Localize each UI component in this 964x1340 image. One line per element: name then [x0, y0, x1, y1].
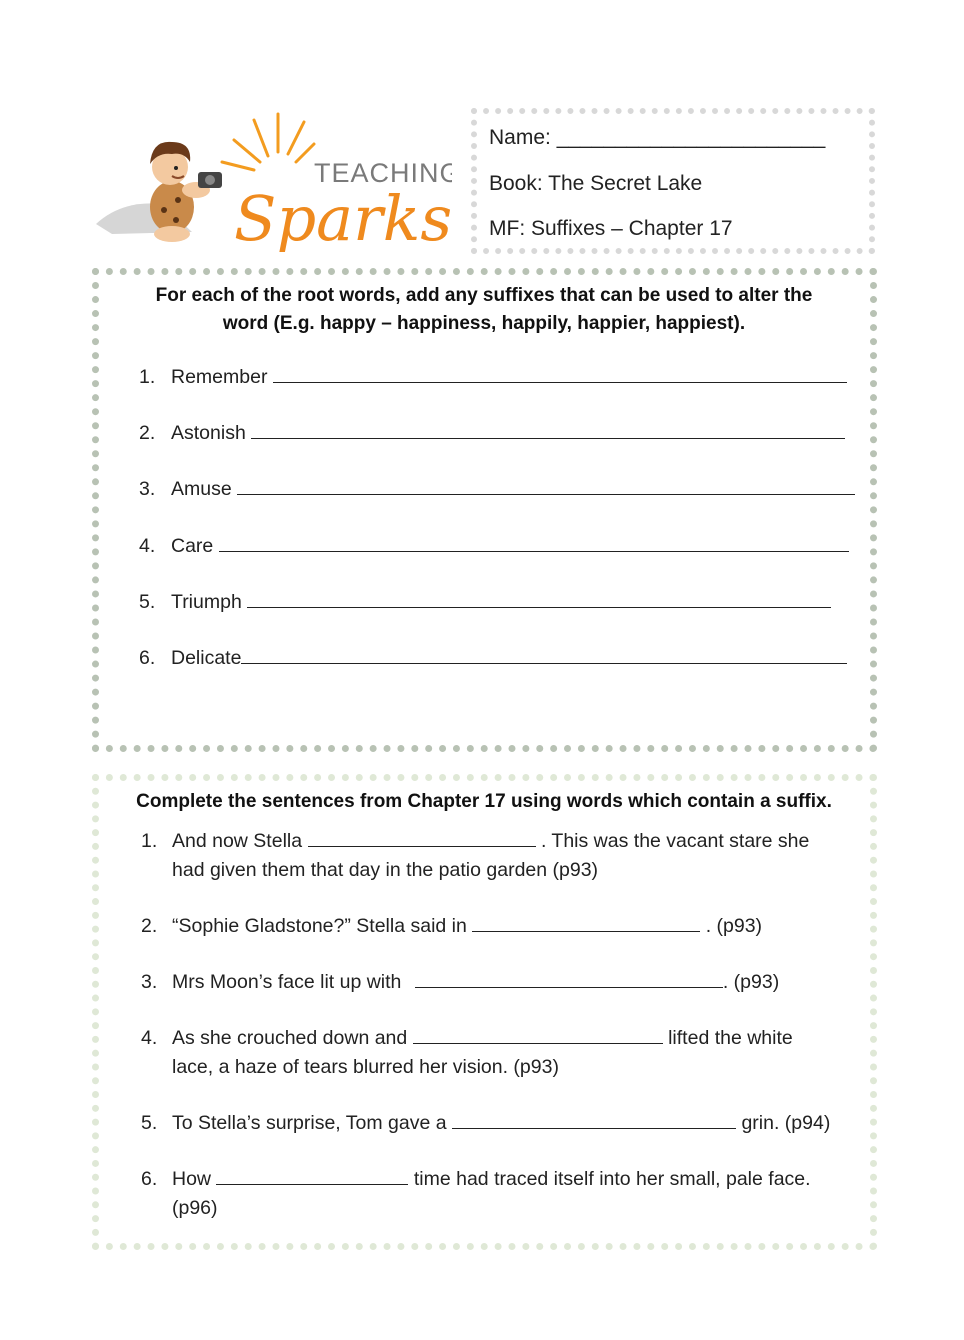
sentence-text: Mrs Moon’s face lit up with: [172, 971, 402, 993]
sentence-item[interactable]: [141, 1112, 830, 1135]
student-info-box: [471, 108, 875, 254]
item-number: 6.: [141, 1168, 158, 1190]
answer-blank[interactable]: [413, 1029, 663, 1044]
logo-graphic: [92, 112, 452, 252]
item-number: 3.: [141, 971, 158, 993]
sentence-item[interactable]: [141, 915, 762, 938]
sentence-text: lifted the white: [668, 1027, 793, 1049]
item-number: 4.: [141, 1027, 158, 1049]
answer-blank[interactable]: [452, 1114, 736, 1129]
book-title: Book: The Secret Lake: [489, 172, 703, 195]
sentence-item[interactable]: [141, 830, 809, 853]
answer-blank[interactable]: [241, 649, 847, 664]
section1-instruction-line1: For each of the root words, add any suffixes that can be used to alter the: [155, 285, 813, 306]
sentence-item[interactable]: [141, 971, 779, 994]
sentence-text: And now Stella: [172, 830, 303, 852]
sentence-item[interactable]: [141, 1168, 811, 1191]
name-line[interactable]: [489, 126, 825, 150]
item-number: 4.: [139, 535, 156, 557]
answer-blank[interactable]: [251, 424, 845, 439]
item-number: 2.: [139, 422, 156, 444]
root-word: Delicate: [171, 647, 242, 669]
section1-instruction: [104, 282, 864, 338]
answer-blank[interactable]: [308, 832, 536, 847]
sentence-continuation: (p96): [172, 1197, 218, 1219]
item-number: 5.: [141, 1112, 158, 1134]
answer-blank[interactable]: [247, 593, 831, 608]
root-word: Triumph: [171, 591, 242, 613]
item-number: 2.: [141, 915, 158, 937]
sentence-text: . This was the vacant stare she: [540, 830, 810, 852]
name-blank[interactable]: _______________________: [556, 126, 826, 149]
sentence-text: grin. (p94): [741, 1112, 831, 1134]
sentence-text: time had traced itself into her small, pale face.: [413, 1168, 811, 1190]
sentence-continuation: had given them that day in the patio garden (p93): [172, 859, 599, 881]
answer-blank[interactable]: [237, 480, 855, 495]
teaching-sparks-logo: [92, 112, 452, 252]
item-number: 5.: [139, 591, 156, 613]
focus-title: MF: Suffixes – Chapter 17: [489, 217, 733, 240]
section2-instruction: Complete the sentences from Chapter 17 using words which contain a suffix.: [136, 791, 832, 812]
sentence-text: “Sophie Gladstone?” Stella said in: [172, 915, 467, 937]
section1-instruction-line2: word (E.g. happy – happiness, happily, happier, happiest).: [222, 313, 746, 334]
root-words-section: [92, 268, 877, 752]
item-number: 1.: [139, 366, 156, 388]
logo-bottom-text: Sparks: [234, 182, 452, 252]
answer-blank[interactable]: [415, 973, 723, 988]
root-word: Remember: [171, 366, 268, 388]
item-number: 6.: [139, 647, 156, 669]
name-label: Name:: [489, 126, 551, 149]
root-word-item[interactable]: [139, 535, 849, 558]
answer-blank[interactable]: [472, 917, 700, 932]
root-word: Astonish: [171, 422, 246, 444]
sentence-text: As she crouched down and: [172, 1027, 408, 1049]
root-word-item[interactable]: [139, 366, 847, 389]
sentence-text: How: [172, 1168, 212, 1190]
item-number: 3.: [139, 478, 156, 500]
sentence-text: . (p93): [722, 971, 780, 993]
sentence-text: To Stella’s surprise, Tom gave a: [172, 1112, 447, 1134]
sentence-item[interactable]: [141, 1027, 793, 1050]
root-word-item[interactable]: [139, 647, 847, 670]
root-word-item[interactable]: [139, 422, 845, 445]
answer-blank[interactable]: [216, 1170, 408, 1185]
sentence-text: . (p93): [705, 915, 763, 937]
root-word: Amuse: [171, 478, 232, 500]
root-word-item[interactable]: [139, 591, 831, 614]
item-number: 1.: [141, 830, 158, 852]
answer-blank[interactable]: [273, 368, 847, 383]
sentence-continuation: lace, a haze of tears blurred her vision. (p93): [172, 1056, 559, 1078]
root-word-item[interactable]: [139, 478, 855, 501]
root-word: Care: [171, 535, 214, 557]
logo-top-text: TEACHING: [314, 158, 452, 188]
answer-blank[interactable]: [219, 537, 849, 552]
